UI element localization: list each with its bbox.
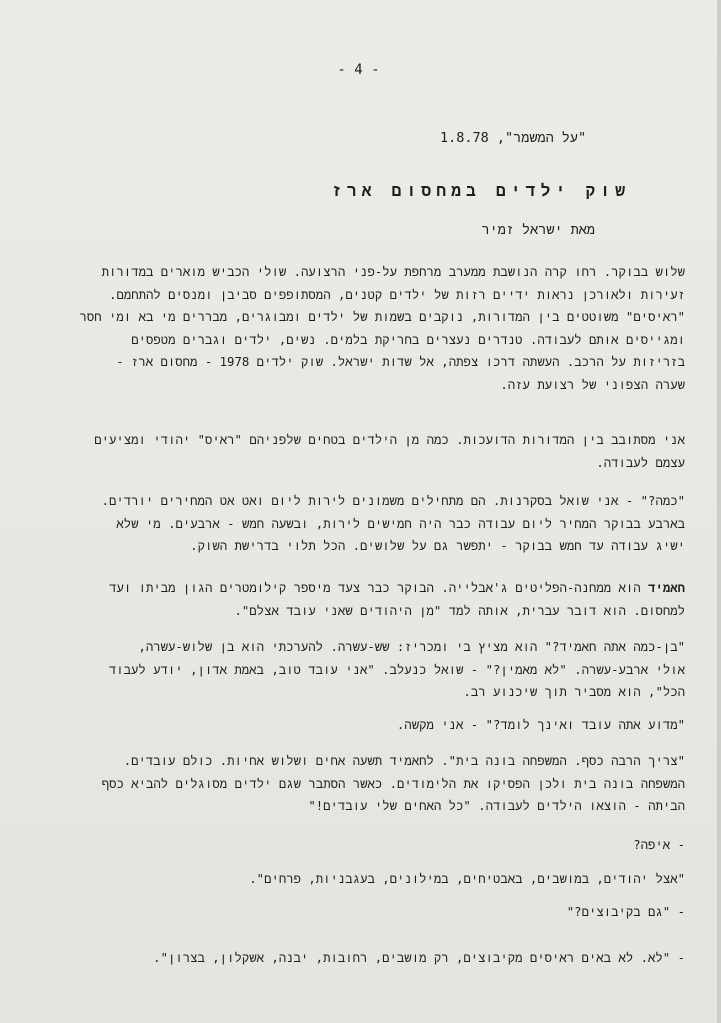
paragraph-2 <box>70 429 685 474</box>
paragraph-1 <box>70 261 685 396</box>
page-number: - 4 - <box>337 62 380 78</box>
text-line: הביתה - הוצאו הילדים לעבודה. "כל האחים שלי עובדים!" <box>308 799 685 813</box>
article-title: שוק ילדים במחסום ארז <box>331 181 630 200</box>
paragraph-6 <box>70 714 685 737</box>
paragraph-10 <box>70 901 685 924</box>
text-line: בזריזות על הרכב. העשתה דרכו צפתה, אל שדות ישראל. שוק ילדים 1978 - מחסום ארז - <box>116 355 685 369</box>
text-line: ישיג עבודה עד חמש בבוקר - יתפשר גם על שלושים. הכל תלוי בדרישת השוק. <box>190 539 685 553</box>
text-line: עצמם לעבודה. <box>596 455 685 470</box>
paragraph-5 <box>70 636 685 704</box>
text-line: "אצל יהודים, במושבים, באבטיחים, במילונים, בעגבניות, פרחים". <box>249 872 685 886</box>
text-line <box>70 577 685 600</box>
text-line: "בן-כמה אתה חאמיד?" הוא מציץ בי ומכריז: שש-עשרה. להערכתי הוא בן שלוש-עשרה, <box>138 640 685 654</box>
text-line: - איפה? <box>633 838 685 852</box>
text-line: אני מסתובב בין המדורות הדועכות. כמה מן הילדים בטחים שלפניהם "ראיס" יהודי ומציעים <box>94 433 685 447</box>
paragraph-7 <box>70 750 685 818</box>
text-line: "כמה?" - אני שואל בסקרנות. הם מתחילים משמונים לירות ליום ואט אט המחירים יורדים. <box>101 494 685 508</box>
text-line: הכל", הוא מסביר תוך שיכנוע רב. <box>463 685 685 699</box>
text-line: המשפחה בונה בית ולכן הפסיקו את הלימודים. כאשר הסתבר שגם ילדים מסוגלים להביא כסף <box>101 776 685 791</box>
dateline: "על המשמר", 1.8.78 <box>440 130 587 146</box>
paragraph-8 <box>70 834 685 857</box>
text-line: "ראיסים" משוטטים בין המדורות, נוקבים בשמות של ילדים ומבוגרים, מבררים מי בא ומי חסר <box>79 310 685 324</box>
paragraph-3 <box>70 490 685 558</box>
byline: מאת ישראל זמיר <box>481 222 595 238</box>
text-line: למחסום. הוא דובר עברית, אותה למד "מן היהודים שאני עובד אצלם". <box>234 603 685 618</box>
text-run: הוא ממחנה-הפליטים ג'אבלייה. הבוקר כבר צעד מיספר קילומטרים הגון מביתו ועד <box>109 581 649 595</box>
text-line: אולי ארבע-עשרה. "לא מאמין?" - שואל כנעלב. "אני עובד טוב, באמת אדון, יודע לעבוד <box>108 662 685 677</box>
paragraph-9 <box>70 868 685 891</box>
paragraph-11 <box>70 947 685 970</box>
text-line: - "לא. לא באים ראיסים מקיבוצים, רק מושבים, רחובות, יבנה, אשקלון, בצרון". <box>153 951 685 965</box>
text-line: שלוש בבוקר. רחו קרה הנושבת ממערב מרחפת על-פני הרצועה. שולי הכביש מוארים במדורות <box>101 265 685 279</box>
text-line: "צריך הרבה כסף. המשפחה בונה בית". לחאמיד תשעה אחים ושלוש אחיות. כולם עובדים. <box>123 754 685 768</box>
text-line: בארבע בבוקר המחיר ליום עבודה כבר היה חמישים לירות, ובשעה חמש - ארבעים. מי שלא <box>116 516 685 531</box>
text-line: "מדוע אתה עובד ואינך לומד?" - אני מקשה. <box>396 718 685 732</box>
text-line: זעירות ולאורכן נראות ידיים רזות של ילדים קטנים, המסתופפים סביבן ומנסים להתחמם. <box>109 287 685 302</box>
text-line: ומגייסים אותם לעבודה. טנדרים נעצרים בחריקת בלמים. נשים, ילדים וגברים מטפסים <box>131 332 685 347</box>
text-line: שערה הצפוני של רצועת עזה. <box>500 377 685 392</box>
name-lead: חאמיד <box>648 581 685 595</box>
paragraph-4 <box>70 577 685 622</box>
text-line: - "גם בקיבוצים?" <box>566 905 685 919</box>
